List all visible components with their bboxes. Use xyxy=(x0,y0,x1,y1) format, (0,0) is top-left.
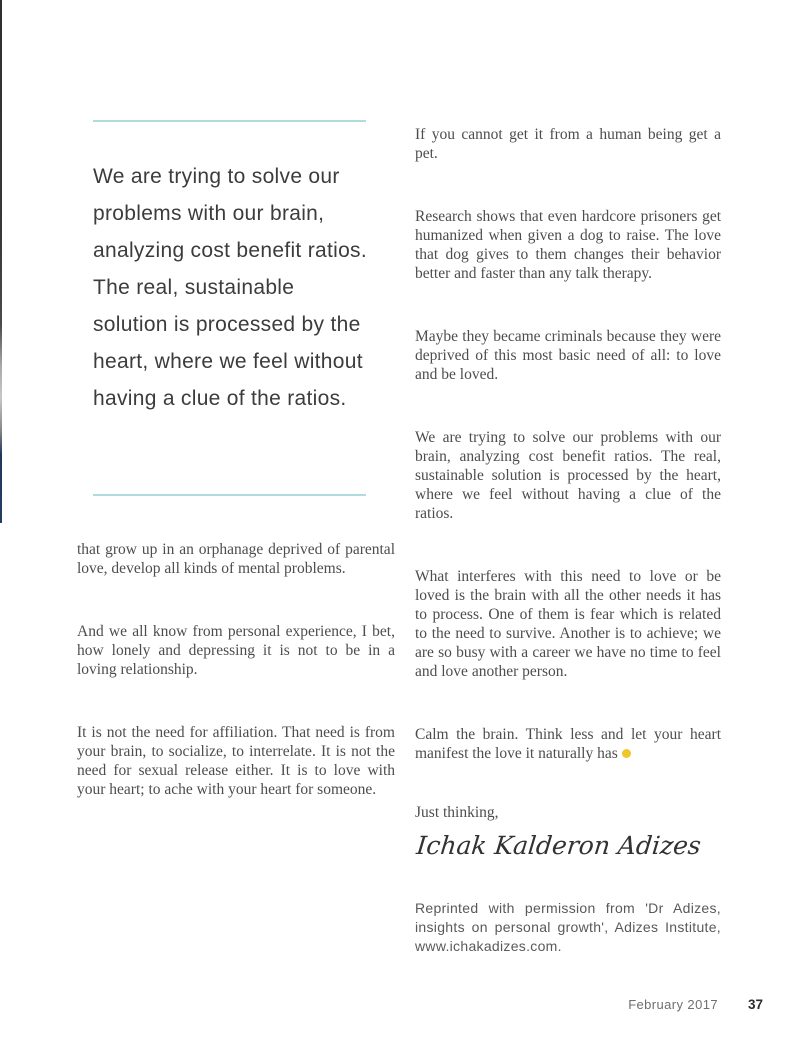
author-signature: Ichak Kalderon Adizes xyxy=(415,831,703,860)
signoff-text: Just thinking, xyxy=(415,804,499,821)
end-of-article-dot-icon xyxy=(622,749,631,758)
left-column xyxy=(77,540,395,799)
page-number: 37 xyxy=(747,997,763,1012)
page-footer xyxy=(628,997,763,1012)
right-column xyxy=(415,125,721,956)
right-column-paragraph: Research shows that even hardcore prisoners get humanized when given a dog to raise. The love that dog gives to them changes their behavior better and faster than any talk therapy. xyxy=(415,208,721,282)
right-column-paragraph: Maybe they became criminals because they were deprived of this most basic need of all: to love and be loved. xyxy=(415,328,721,383)
right-column-closing-paragraph xyxy=(415,725,721,763)
pull-quote-top-rule xyxy=(93,120,366,122)
reprint-notice: Reprinted with permission from 'Dr Adizes, insights on personal growth', Adizes Institute, www.ichakadizes.com. xyxy=(415,900,721,954)
closing-paragraph-text: Calm the brain. Think less and let your heart manifest the love it naturally has xyxy=(415,726,721,762)
right-column-paragraph: What interferes with this need to love or be loved is the brain with all the other needs it has to process. One of them is fear which is related to the need to survive. Another is to achieve; we are so busy with a career we have no time to feel and love another person. xyxy=(415,568,721,680)
right-column-paragraph: We are trying to solve our problems with our brain, analyzing cost benefit ratios. The real, sustainable solution is processed by the heart, where we feel without having a clue of the ratios. xyxy=(415,429,721,522)
left-column-paragraph: It is not the need for affiliation. That need is from your brain, to socialize, to interrelate. It is not the need for sexual release either. It is to love with your heart; to ache with your heart for someone. xyxy=(77,724,395,798)
left-column-paragraph: that grow up in an orphanage deprived of parental love, develop all kinds of mental problems. xyxy=(77,541,395,577)
right-column-paragraph: If you cannot get it from a human being get a pet. xyxy=(415,126,721,162)
left-column-paragraph: And we all know from personal experience, I bet, how lonely and depressing it is not to be in a loving relationship. xyxy=(77,623,395,678)
pull-quote-bottom-rule xyxy=(93,494,366,496)
issue-date: February 2017 xyxy=(628,997,718,1012)
page-edge-scan-line xyxy=(0,0,2,523)
pull-quote-text: We are trying to solve our problems with our brain, analyzing cost benefit ratios. The real, sustainable solution is processed by the heart, where we feel without having a clue of the ratios. xyxy=(93,165,367,410)
